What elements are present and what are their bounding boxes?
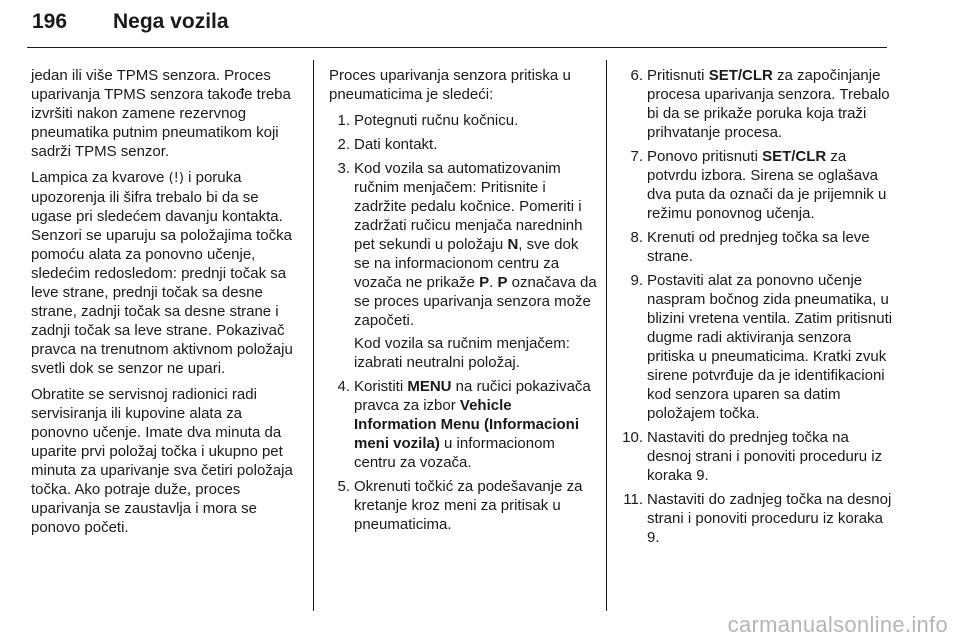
column-divider-1: [313, 60, 314, 611]
header-divider: [27, 47, 887, 48]
section-title: Nega vozila: [113, 10, 229, 33]
list-item: 3. Kod vozila sa automatizovanim ručnim menjačem: Pritisnite i zadržite pedalu kočnice. Pomeriti i zadržati ručicu menjača naredninh pet sekundi u položaju N, sve dok se na informacionom centru za vozača ne prikaže P. P označava da se proces uparivanja senzora može započeti. Kod vozila sa ručnim menjačem: izabrati neutralni položaj.: [337, 160, 597, 371]
procedure-steps-list-continued: [622, 66, 894, 547]
column-left: [31, 66, 303, 544]
list-item: 4. Koristiti MENU na ručici pokazivača pravca za izbor Vehicle Information Menu (Informacioni meni vozila) u informacionom centru za vozača.: [337, 378, 591, 471]
procedure-intro: Proces uparivanja senzora pritiska u pneumaticima je sledeći:: [329, 67, 571, 103]
column-middle: [329, 66, 597, 539]
list-item: 7. Ponovo pritisnuti SET/CLR za potvrdu izbora. Sirena se oglašava dva puta da označi da je prijemnik u režimu ponovnog učenja.: [630, 148, 887, 222]
list-item: 2. Dati kontakt.: [337, 136, 438, 153]
manual-transmission-note: Kod vozila sa ručnim menjačem: izabrati neutralni položaj.: [354, 335, 570, 371]
column-divider-2: [606, 60, 607, 611]
list-item: 1. Potegnuti ručnu kočnicu.: [337, 112, 519, 129]
list-item: 6. Pritisnuti SET/CLR za započinjanje procesa uparivanja senzora. Trebalo bi da se prikaže poruka koja traži prihvatanje procesa.: [630, 67, 890, 141]
list-item: 11. Nastaviti do zadnjeg točka na desnoj strani i ponoviti proceduru iz koraka 9.: [623, 491, 892, 546]
paragraph-workshop: Obratite se servisnoj radionici radi servisiranja ili kupovine alata za ponovno učenje. Imate dva minuta da uparite prvi položaj točka i ukupno pet minuta za uparivanje sva četiri položaja točka. Ako potraje duže, proces uparivanja se zaustavlja i mora se ponovo početi.: [31, 386, 293, 536]
page-header: [27, 10, 887, 44]
list-item: 8. Krenuti od prednjeg točka sa leve strane.: [630, 229, 870, 265]
paragraph-sensor-pairing: jedan ili više TPMS senzora. Proces uparivanja TPMS senzora takođe treba izvršiti nakon zamene rezervnog pneumatika putnim pneumatikom koji sadrži TPMS senzor.: [31, 67, 291, 160]
paragraph-warning-lamp: Lampica za kvarove (!) i poruka upozorenja ili šifra trebalo bi da se ugase pri sledećem davanju kontakta. Senzori se uparuju sa položajima točka pomoću alata za ponovno učenje, sledećim redosledom: prednji točak sa leve strane, prednji točak sa desne strane, zadnji točak sa desne strane i zadnji točak sa leve strane. Pokazivač pravca na trenutnom aktivnom položaju svetli dok se senzor ne upari.: [31, 169, 293, 377]
tire-pressure-warning-icon: (!): [168, 171, 184, 186]
list-item: 9. Postaviti alat za ponovno učenje naspram bočnog zida pneumatika, u blizini vretena ventila. Zatim pritisnuti dugme radi aktiviranja senzora pritiska u pneumaticima. Kratki zvuk sirene potvrđuje da je identifikacioni kod senzora uparen sa datim položajem točka.: [630, 272, 893, 422]
column-right: [622, 66, 894, 552]
watermark: carmanualsonline.info: [727, 612, 948, 637]
list-item: 10. Nastaviti do prednjeg točka na desnoj strani i ponoviti proceduru iz koraka 9.: [622, 429, 883, 484]
list-item: 5. Okrenuti točkić za podešavanje za kretanje kroz meni za pritisak u pneumaticima.: [337, 478, 583, 533]
page-number: 196: [32, 10, 68, 33]
procedure-steps-list: [329, 111, 597, 534]
